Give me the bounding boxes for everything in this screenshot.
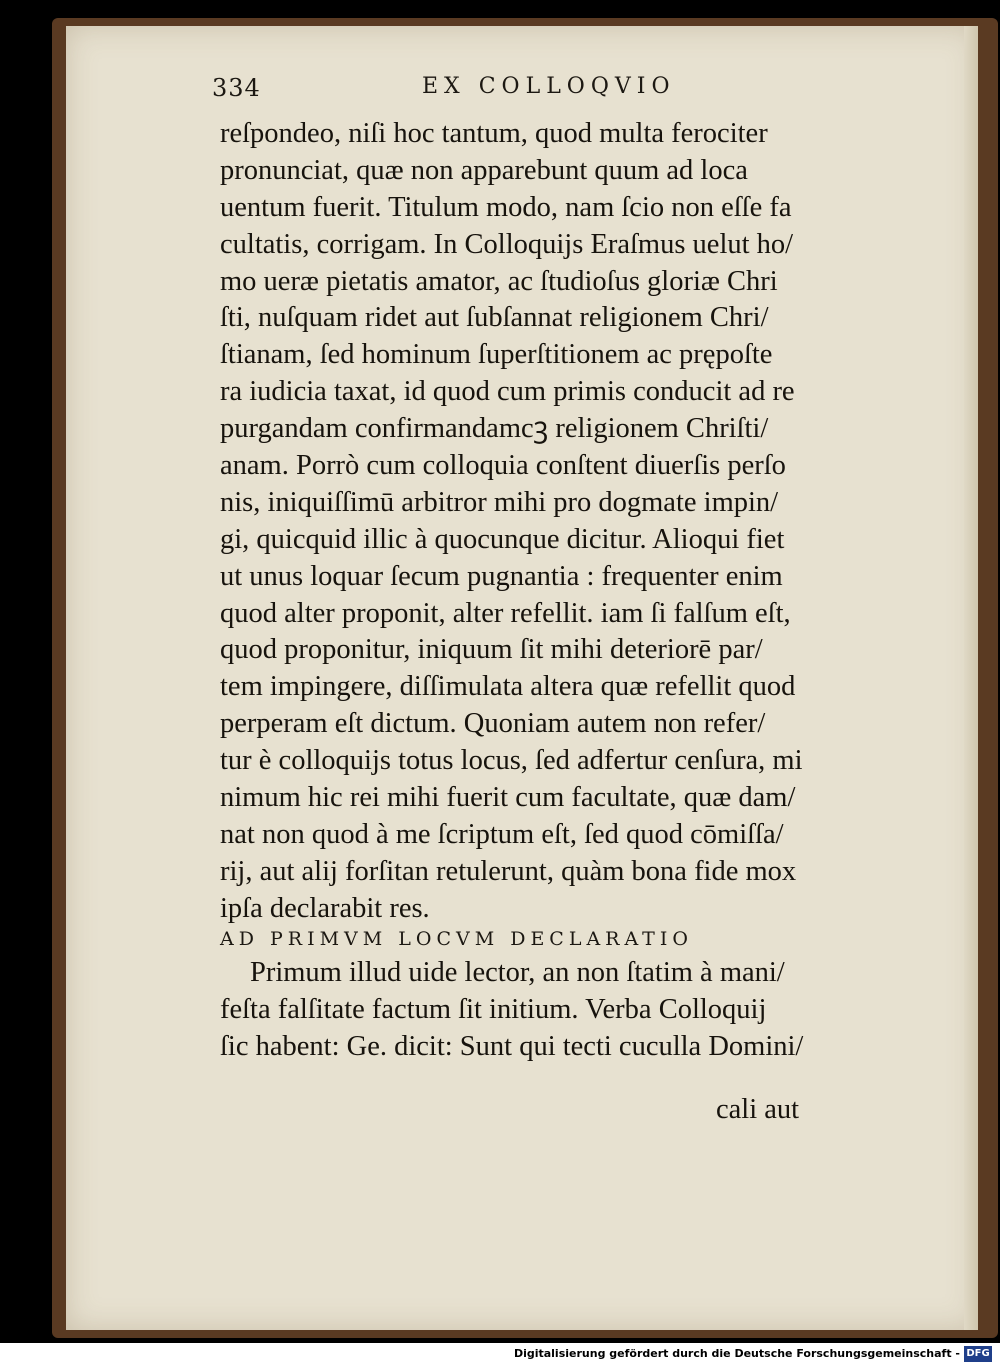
text-line: nat non quod à me ſcriptum eſt, ſed quod cōmiſſa/ bbox=[220, 818, 784, 850]
text-line: reſpondeo, niſi hoc tantum, quod multa ferociter bbox=[220, 118, 768, 149]
running-title: EX COLLOQVIO bbox=[422, 74, 676, 99]
catchword: cali aut bbox=[716, 1094, 800, 1125]
text-line: ſtianam, ſed hominum ſuperſtitionem ac prępoſte bbox=[220, 339, 773, 371]
section-heading: AD PRIMVM LOCVM DECLARATIO bbox=[220, 928, 693, 950]
text-line: ipſa declarabit res. bbox=[220, 892, 430, 924]
text-line: Primum illud uide lector, an non ſtatim à mani/ bbox=[250, 957, 785, 988]
text-line: cultatis, corrigam. In Colloquijs Eraſmus uelut ho/ bbox=[220, 228, 794, 260]
main-text-block bbox=[220, 116, 850, 928]
text-line: nis, iniquiſſimū arbitror mihi pro dogmate impin/ bbox=[220, 486, 779, 518]
text-line: nimum hic rei mihi fuerit cum facultate, quæ dam/ bbox=[220, 782, 796, 814]
text-line: perperam eſt dictum. Quoniam autem non refer/ bbox=[220, 708, 766, 740]
page-number: 334 bbox=[212, 74, 261, 102]
text-line: ſti, nuſquam ridet aut ſubſannat religionem Chri/ bbox=[220, 302, 769, 334]
section-text-block bbox=[220, 955, 850, 1066]
text-line: pronunciat, quæ non apparebunt quum ad loca bbox=[220, 154, 748, 186]
text-line: gi, quicquid illic à quocunque dicitur. Alioqui fiet bbox=[220, 523, 785, 555]
page-edge bbox=[964, 26, 978, 1330]
funding-credit: Digitalisierung gefördert durch die Deutsche Forschungsgemeinschaft - bbox=[513, 1347, 960, 1360]
footer-bar bbox=[0, 1343, 1000, 1366]
text-line: feſta falſitate factum ſit initium. Verba Colloquij bbox=[220, 993, 767, 1025]
text-line: rij, aut alij forſitan retulerunt, quàm bona fide mox bbox=[220, 855, 797, 887]
dfg-logo: DFG bbox=[964, 1346, 992, 1362]
text-line: anam. Porrò cum colloquia conſtent diuerſis perſo bbox=[220, 450, 786, 482]
text-line: uentum fuerit. Titulum modo, nam ſcio non eſſe fa bbox=[220, 191, 792, 223]
text-line: quod alter proponit, alter refellit. iam ſi falſum eſt, bbox=[220, 597, 791, 629]
text-line: purgandam confirmandamcꝫ religionem Chriſti/ bbox=[220, 413, 769, 445]
text-line: mo ueræ pietatis amator, ac ſtudioſus gloriæ Chri bbox=[220, 265, 778, 297]
running-head bbox=[212, 70, 772, 110]
text-line: tem impingere, diſſimulata altera quæ refellit quod bbox=[220, 671, 796, 703]
text-line: ut unus loquar ſecum pugnantia : frequenter enim bbox=[220, 560, 783, 592]
text-line: quod proponitur, iniquum ſit mihi deteriorē par/ bbox=[220, 634, 763, 666]
text-line: tur è colloquijs totus locus, ſed adfertur cenſura, mi bbox=[220, 745, 803, 777]
text-line: ra iudicia taxat, id quod cum primis conducit ad re bbox=[220, 376, 795, 408]
text-line: ſic habent: Ge. dicit: Sunt qui tecti cuculla Domini/ bbox=[220, 1030, 804, 1062]
